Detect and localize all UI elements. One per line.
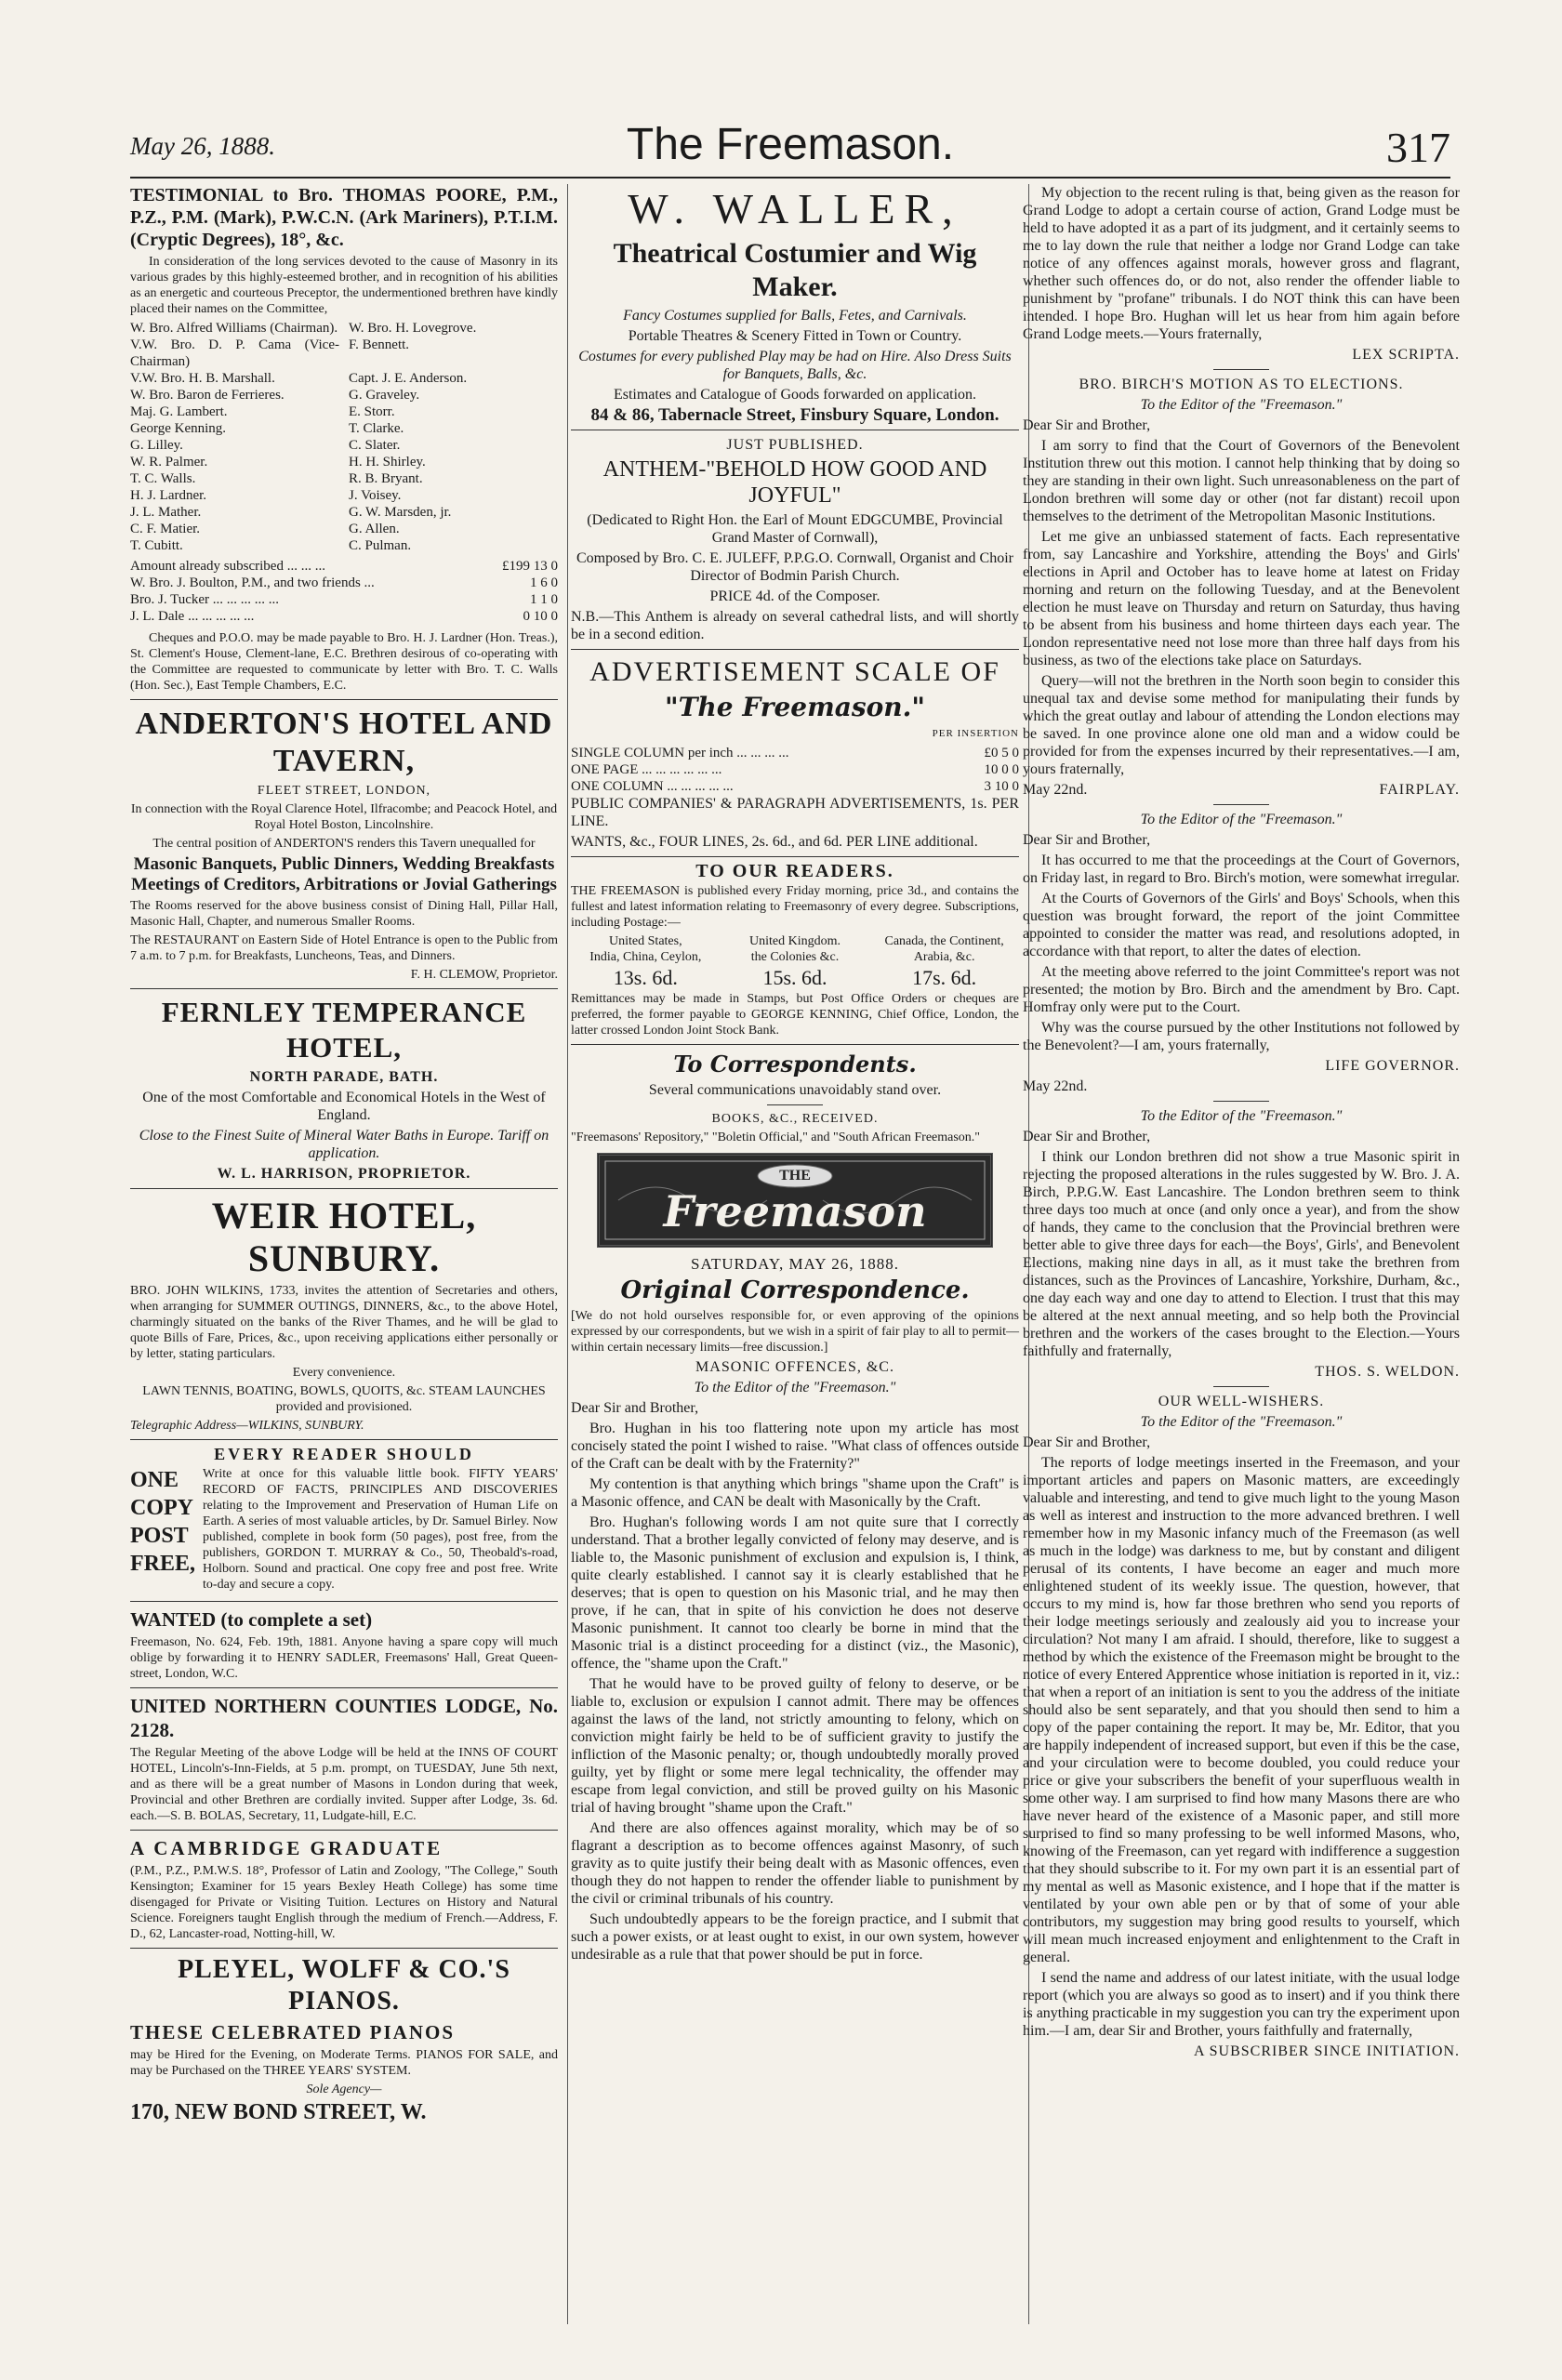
weir-title: WEIR HOTEL, SUNBURY. — [211, 1195, 477, 1279]
waller-theatres: Portable Theatres & Scenery Fitted in Town or Country. — [628, 328, 962, 344]
subscription-row — [130, 608, 558, 625]
masthead — [130, 119, 1450, 171]
anthem-price: PRICE 4d. of the Composer. — [709, 588, 880, 604]
divider — [130, 1948, 558, 1949]
subscription-amount: £199 13 0 — [502, 559, 558, 574]
wishers-editor: To the Editor of the "Freemason." — [1140, 1414, 1343, 1430]
readers-price: 15s. 6d. — [762, 966, 827, 989]
divider — [130, 1830, 558, 1831]
subscription-label: Bro. J. Tucker ... ... ... ... ... — [130, 592, 280, 607]
divider — [1213, 804, 1269, 805]
weir-convenience: Every convenience. — [292, 1366, 396, 1380]
offences-dear: Dear Sir and Brother, — [571, 1400, 699, 1416]
divider — [130, 1687, 558, 1688]
pleyel-title: PLEYEL, WOLFF & CO.'S PIANOS. — [178, 1955, 510, 2016]
adv-row-price: £0 5 0 — [984, 746, 1019, 760]
subscription-list — [130, 558, 558, 625]
committee-member: George Kenning. — [130, 421, 227, 436]
every-reader-body: Write at once for this valuable little book. FIFTY YEARS' RECORD OF FACTS, PRINCIPLES AND DISCOVERIES relating to the Improvement and Preservation of Human Life on Earth. A series of most valuable articles, by Dr. Samuel Birley. Now published, complete in book form (50 pages), post free, from the publishers, GORDON T. MURRAY & Co., 50, Theobald's-road, Holborn. Sound and practical. One copy free and post free. Write to-day and secure a copy. — [203, 1467, 558, 1592]
committee-member: C. Slater. — [349, 438, 401, 453]
weir-telegraphic: Telegraphic Address—WILKINS, SUNBURY. — [130, 1419, 364, 1433]
paragraph: It has occurred to me that the proceedings at the Court of Governors, on Friday last, in regard to Bro. Birch's motion, were somewhat irregular. — [1023, 853, 1460, 886]
readers-region: Canada, the Continent, — [884, 934, 1004, 948]
signature-subscriber: A SUBSCRIBER SINCE INITIATION. — [1193, 2043, 1460, 2059]
paragraph: The reports of lodge meetings inserted in the Freemason, and your important articles and papers on Masonic matters, are exceedingly valuable and interesting, and tend to give much light to the young Mason as well as interest and instruction to the more advanced brethren. I well remember how in my Masonic infancy much of the Freemason (as well as much in the lodge) was darkness to me, but by constant and diligent perusal of its contents, I have become an eager and much more enlightened student of its weekly issue. The question, however, that occurs to my mind is, how far those brethren who send you reports of their lodge meetings seriously and zealously aid you to increase your circulation? Not many I am afraid. I should, therefore, like to suggest a method by which the existence of the Freemason might be brought to the notice of every Entered Apprentice whose initiation is reported in it, viz.: that when a report of an initiation is sent to you the address of the initiate should also be sent separately, and that you should then send to him a copy of the paper containing the report. It may be, Mr. Editor, that you are happily independent of increased support, but even if this be the case, and your circulation were to become doubled, you could reduce your price or give your subscribers the benefit of your superfluous wealth in some other way. I am surprised to find how many Masons there are who have never heard of the existence of a Masonic paper, and still more surprised to find so many professing to be well informed Masons, who, knowing of the Freemason, can yet regard with indifference a suggestion that they should subscribe to it. For my own part it is an essential part of my mental as well as Masonic existence, and I hope that if the matter is ventilated by your own able pen or by that of some of your able contributors, my suggestion may bring good results to yourself, which will mean much increased enjoyment and enlightenment to the Craft in general. — [1023, 1455, 1460, 1965]
birch-title: BRO. BIRCH'S MOTION AS TO ELECTIONS. — [1079, 377, 1404, 392]
adv-scale-subtitle: "The Freemason." — [664, 692, 925, 722]
column-middle — [562, 184, 1029, 2324]
logo-the: THE — [779, 1168, 811, 1183]
committee-member: W. Bro. H. Lovegrove. — [349, 321, 477, 336]
weir-body: BRO. JOHN WILKINS, 1733, invites the attention of Secretaries and others, when arranging for SUMMER OUTINGS, DINNERS, &c., to the above Hotel, charmingly situated on the banks of the River Thames, and he will be glad to quote Bills of Fare, Prices, &c., upon receiving applications either personally or by letter, stating particulars. — [130, 1284, 558, 1361]
gov-body — [1023, 852, 1460, 1054]
committee-member: F. Bennett. — [349, 337, 410, 352]
committee-member: W. Bro. Alfred Williams (Chairman). — [130, 321, 338, 336]
committee-member: T. C. Walls. — [130, 471, 196, 486]
readers-price: 17s. 6d. — [912, 966, 977, 989]
committee-member: E. Storr. — [349, 404, 395, 419]
gov-editor: To the Editor of the "Freemason." — [1140, 812, 1343, 827]
pleyel-body: may be Hired for the Evening, on Moderate Terms. PIANOS FOR SALE, and may be Purchased on the THREE YEARS' SYSTEM. — [130, 2048, 558, 2078]
signature-weldon: THOS. S. WELDON. — [1315, 1364, 1460, 1380]
weldon-editor: To the Editor of the "Freemason." — [1140, 1108, 1343, 1124]
birch-editor: To the Editor of the "Freemason." — [1140, 397, 1343, 413]
signature-fairplay: FAIRPLAY. — [1379, 782, 1460, 798]
committee-member: H. H. Shirley. — [349, 455, 426, 469]
adv-row-label: ONE COLUMN ... ... ... ... ... — [571, 779, 734, 794]
committee-member: Maj. G. Lambert. — [130, 404, 228, 419]
masthead-rule — [130, 177, 1450, 178]
paragraph: I think our London brethren did not show a true Masonic spirit in rejecting the proposed alterations in the rules suggested by W. Bro. J. A. Birch, P.P.G.W. East Lancashire. The London brethren seem to think three days too much at once (and only once a year), and from the show of hands, they came to the conclusion that the Provincial brethren were better able to give three days for each—the Boys', Girls', and Benevolent Elections, making nine days in all, as it must take the brethren from distances, such as the Provinces of Lancashire, Yorkshire, Durham, &c., one day each way and one day to attend to Election. I trust that this may be altered at the next annual meeting, and so help both the Provincial brethren and the workers of the cases brought to the Election.—Yours faithfully and fraternally, — [1023, 1149, 1460, 1359]
committee-member: G. W. Marsden, jr. — [349, 505, 452, 520]
committee-member: J. Voisey. — [349, 488, 402, 503]
fernley-close: Close to the Finest Suite of Mineral Water Baths in Europe. Tariff on application. — [139, 1128, 549, 1161]
gov-dear: Dear Sir and Brother, — [1023, 832, 1151, 848]
paragraph: I am sorry to find that the Court of Governors of the Benevolent Institution threw out this motion. I cannot help thinking that by doing so they are standing in their own light. Such unreasonableness on the part of London brethren will some day or other (not far distant) recoil upon themselves to the detriment of the Metropolitan Masonic Institutions. — [1023, 438, 1460, 524]
divider — [1213, 369, 1269, 370]
fernley-title: FERNLEY TEMPERANCE HOTEL, — [161, 996, 527, 1064]
divider — [571, 856, 1019, 857]
signature-life-governor: LIFE GOVERNOR. — [1325, 1058, 1460, 1074]
wanted-body: Freemason, No. 624, Feb. 19th, 1881. Anyone having a spare copy will much oblige by forwarding it to HENRY SADLER, Freemasons' Hall, Great Queen-street, London, W.C. — [130, 1635, 558, 1681]
subscription-amount: 1 6 0 — [530, 575, 558, 590]
every-reader-title: EVERY READER SHOULD — [214, 1445, 474, 1463]
original-correspondence-note: [We do not hold ourselves responsible for, or even approving of the opinions expressed by our correspondents, but we wish in a spirit of fair play to all to permit—within certain necessary limits—free discussion.] — [571, 1309, 1019, 1355]
adv-per-insertion: PER INSERTION — [932, 728, 1019, 739]
birch-dear: Dear Sir and Brother, — [1023, 417, 1151, 433]
anderton-title: ANDERTON'S HOTEL AND TAVERN, — [135, 707, 553, 778]
anthem-dedication: (Dedicated to Right Hon. the Earl of Mount EDGCUMBE, Provincial Grand Master of Cornwall), — [587, 512, 1003, 546]
divider — [571, 1044, 1019, 1045]
subscription-row — [130, 591, 558, 608]
committee-member: J. L. Mather. — [130, 505, 202, 520]
readers-prices — [571, 965, 1019, 991]
readers-regions — [571, 933, 1019, 965]
readers-region: United States, — [609, 934, 682, 948]
paragraph: My contention is that anything which brings "shame upon the Craft" is a Masonic offence, and CAN be dealt with Masonically by the Craft. — [571, 1476, 1019, 1510]
readers-region: Arabia, &c. — [913, 950, 975, 964]
birch-footer — [1023, 781, 1460, 799]
freemason-logo — [597, 1153, 993, 1248]
adv-row — [571, 761, 1019, 778]
saturday-date: SATURDAY, MAY 26, 1888. — [691, 1255, 899, 1273]
divider — [130, 1439, 558, 1440]
divider — [571, 649, 1019, 650]
every-reader-words — [130, 1466, 195, 1595]
paragraph: Query—will not the brethren in the North soon begin to consider this unequal tax and devise some method for manipulating their funds by which the great outlay and labour of attending the London elections may be saved. In one province alone one old man and a widow could be provided for from the expenses incurred by their representatives.—I am, yours fraternally, — [1023, 673, 1460, 777]
every-reader-block — [130, 1466, 558, 1595]
committee-list — [130, 320, 558, 554]
readers-region: United Kingdom. — [748, 934, 841, 948]
reader-word: FREE, — [130, 1552, 196, 1576]
weldon-dear: Dear Sir and Brother, — [1023, 1129, 1151, 1144]
committee-member: W. R. Palmer. — [130, 455, 208, 469]
subscription-label: Amount already subscribed ... ... ... — [130, 559, 325, 574]
books-title: BOOKS, &C., RECEIVED. — [711, 1112, 879, 1126]
correspondents-body: Several communications unavoidably stand over. — [648, 1082, 942, 1098]
letter-top — [1023, 184, 1460, 343]
united-title: UNITED NORTHERN COUNTIES LODGE, No. 2128. — [130, 1695, 558, 1741]
subscription-row — [130, 575, 558, 591]
anderton-restaurant: The RESTAURANT on Eastern Side of Hotel Entrance is open to the Public from 7 a.m. to 7 p.m. for Breakfasts, Luncheons, Teas, and Dinners. — [130, 933, 558, 963]
committee-member: T. Cubitt. — [130, 538, 183, 553]
waller-estimates: Estimates and Catalogue of Goods forwarded on application. — [613, 387, 977, 403]
paragraph: At the meeting above referred to the joint Committee's report was not presented; the motion by Bro. Birch and the amendment by Bro. Capt. Homfray only were put to the Court. — [1023, 964, 1460, 1015]
pleyel-agency: Sole Agency— — [306, 2082, 382, 2096]
readers-region: the Colonies &c. — [750, 950, 840, 964]
divider — [1213, 1101, 1269, 1102]
anthem-nb: N.B.—This Anthem is already on several cathedral lists, and will shortly be in a second edition. — [571, 609, 1019, 642]
offences-editor: To the Editor of the "Freemason." — [694, 1380, 896, 1395]
wishers-title: OUR WELL-WISHERS. — [1158, 1394, 1325, 1409]
original-correspondence-title: Original Correspondence. — [620, 1276, 970, 1304]
reader-word: POST — [130, 1524, 189, 1548]
weldon-body — [1023, 1148, 1460, 1360]
divider — [130, 1188, 558, 1189]
waller-title: W. WALLER, — [628, 185, 962, 232]
paragraph: That he would have to be proved guilty of felony to deserve, or be liable to, exclusion or expulsion I cannot admit. There may be offences against the laws of the land, not strictly amounting to felony, which on conviction might fairly be held to be of sufficient gravity to justify the infliction of the Masonic penalty; or, though undoubtedly morally proved guilty, yet by flight or some mere legal technicality, the offender may escape from legal conviction, and still be proved guilty on his Masonic trial of having brought "shame upon the Craft." — [571, 1676, 1019, 1816]
weir-lawn: LAWN TENNIS, BOATING, BOWLS, QUOITS, &c. STEAM LAUNCHES provided and provisioned. — [142, 1384, 546, 1414]
paragraph: Bro. Hughan in his too flattering note upon my article has most concisely stated the point I wished to raise. "What class of offences outside of the Craft can be dealt with by the Fraternity?" — [571, 1421, 1019, 1472]
committee-member: G. Graveley. — [349, 388, 420, 403]
fernley-address: NORTH PARADE, BATH. — [249, 1069, 439, 1085]
subscription-label: W. Bro. J. Boulton, P.M., and two friends ... — [130, 575, 375, 590]
committee-member: C. Pulman. — [349, 538, 412, 553]
column-left — [130, 184, 568, 2324]
pleyel-heading: THESE CELEBRATED PIANOS — [130, 2021, 456, 2043]
waller-address: 84 & 86, Tabernacle Street, Finsbury Square, London. — [590, 405, 999, 425]
readers-title: TO OUR READERS. — [695, 861, 894, 881]
subscription-amount: 0 10 0 — [523, 609, 558, 624]
adv-public: PUBLIC COMPANIES' & PARAGRAPH ADVERTISEMENTS, 1s. PER LINE. — [571, 796, 1019, 829]
divider — [130, 988, 558, 989]
anderton-connection: In connection with the Royal Clarence Hotel, Ilfracombe; and Peacock Hotel, and Royal Hotel Boston, Lincolnshire. — [130, 802, 558, 832]
united-body: The Regular Meeting of the above Lodge will be held at the INNS OF COURT HOTEL, Lincoln's-Inn-Fields, at 5 p.m. prompt, on TUESDAY, June 5th next, and as there will be a great number of Masons in London during that week, Provincial and other Brethren are cordially invited. Supper after Lodge, 3s. 6d. each.—S. B. BOLAS, Secretary, 11, Ludgate-hill, E.C. — [130, 1746, 558, 1823]
readers-body: THE FREEMASON is published every Friday morning, price 3d., and contains the fullest and latest information relating to Freemasonry of every degree. Subscriptions, including Postage:— — [571, 884, 1019, 930]
birch-date: May 22nd. — [1023, 782, 1088, 798]
paragraph: Bro. Hughan's following words I am not quite sure that I correctly understand. That a brother legally convicted of felony may deserve, and is liable to, the Masonic punishment of exclusion and expulsion is, I think, quite clearly established. I cannot say it is clearly established that he deserves; that is open to question on his Masonic trial, and he may then prove, if he can, that in spite of his conviction he does not deserve Masonic punishment. It cannot too clearly be borne in mind that the Masonic trial is a distinct proceeding for a distinct (viz., the Masonic), offence, the "shame upon the Craft." — [571, 1514, 1019, 1672]
subscription-amount: 1 1 0 — [530, 592, 558, 607]
anthem-just-published: JUST PUBLISHED. — [726, 437, 864, 453]
committee-member: V.W. Bro. D. P. Cama (Vice-Chairman) — [130, 337, 339, 369]
cheques-notice: Cheques and P.O.O. may be made payable to Bro. H. J. Lardner (Hon. Treas.), St. Clement's House, Clement-lane, E.C. Brethren desirous of co-operating with the Committee are requested to communicate by letter with Bro. T. C. Walls (Hon. Sec.), East Temple Chambers, E.C. — [130, 631, 558, 693]
paragraph: Why was the course pursued by the other Institutions not followed by the Benevolent?—I am, yours fraternally, — [1023, 1020, 1460, 1053]
issue-date: May 26, 1888. — [130, 132, 275, 160]
fernley-desc: One of the most Comfortable and Economical Hotels in the West of England. — [142, 1090, 546, 1123]
committee-member: G. Lilley. — [130, 438, 183, 453]
publication-title: The Freemason. — [626, 120, 955, 169]
adv-row-label: ONE PAGE ... ... ... ... ... ... — [571, 762, 722, 777]
page-number: 317 — [1386, 124, 1450, 171]
committee-member: T. Clarke. — [349, 421, 404, 436]
books-body: "Freemasons' Repository," "Boletin Official," and "South African Freemason." — [571, 1130, 981, 1144]
gov-date: May 22nd. — [1023, 1078, 1088, 1094]
reader-word: COPY — [130, 1496, 193, 1520]
correspondents-title: To Correspondents. — [673, 1051, 917, 1078]
readers-region: India, China, Ceylon, — [589, 950, 702, 964]
divider — [767, 1104, 823, 1105]
anderton-address: FLEET STREET, LONDON, — [257, 784, 431, 798]
divider — [1213, 1386, 1269, 1387]
adv-scale-title: ADVERTISEMENT SCALE OF — [589, 656, 1000, 687]
committee-member: W. Bro. Baron de Ferrieres. — [130, 388, 285, 403]
testimonial-title: TESTIMONIAL to Bro. THOMAS POORE, P.M., P.Z., P.M. (Mark), P.W.C.N. (Ark Mariners), P.T.I.M. (Cryptic Degrees), 18°, &c. — [130, 185, 558, 250]
paragraph: And there are also offences against morality, which may be of so flagrant a description as to become offences against Masonry, of such gravity as to quite justify their being dealt with as Masonic offences, even though they do not happen to render the offender liable to punishment by the civil or criminal tribunals of his country. — [571, 1820, 1019, 1907]
anthem-composed: Composed by Bro. C. E. JULEFF, P.P.G.O. Cornwall, Organist and Choir Director of Bodmin Parish Church. — [576, 550, 1013, 584]
wishers-body — [1023, 1454, 1460, 2040]
adv-wants: WANTS, &c., FOUR LINES, 2s. 6d., and 6d. PER LINE additional. — [571, 834, 978, 850]
adv-row-label: SINGLE COLUMN per inch ... ... ... ... — [571, 746, 789, 760]
adv-row — [571, 745, 1019, 761]
subscription-label: J. L. Dale ... ... ... ... ... — [130, 609, 255, 624]
committee-member: G. Allen. — [349, 522, 400, 536]
cambridge-title: A CAMBRIDGE GRADUATE — [130, 1837, 443, 1859]
pleyel-address: 170, NEW BOND STREET, W. — [130, 2100, 427, 2124]
committee-member: V.W. Bro. H. B. Marshall. — [130, 371, 275, 386]
paragraph: Let me give an unbiassed statement of facts. Each representative from, say Lancashire and Yorkshire, attending the Boys' and Girls' elections in April and October has to leave home at latest on Friday morning and return on the following Tuesday, and at the Benevolent election he must leave on Thursday and return on Saturday, thus having to be absent from his business and home thirteen days each year. The London representative need not lose more than three half days from his business, as two of the elections take place on Saturdays. — [1023, 529, 1460, 668]
wanted-title: WANTED (to complete a set) — [130, 1608, 373, 1631]
readers-price: 13s. 6d. — [613, 966, 678, 989]
birch-body — [1023, 437, 1460, 778]
column-right — [1010, 184, 1460, 2324]
committee-member: Capt. J. E. Anderson. — [349, 371, 468, 386]
subscription-row — [130, 558, 558, 575]
signature-lex-scripta: LEX SCRIPTA. — [1352, 347, 1460, 363]
anderton-rooms: The Rooms reserved for the above business consist of Dining Hall, Pillar Hall, Masonic Hall, Chapter, and numerous Smaller Rooms. — [130, 899, 558, 929]
paragraph: At the Courts of Governors of the Girls' and Boys' Schools, when this question was brought forward, the report of the joint Committee appointed to consider the matter was read, and resolutions adopted, in accordance with that report, to alter the dates of election. — [1023, 891, 1460, 959]
waller-subtitle: Theatrical Costumier and Wig Maker. — [613, 238, 977, 302]
testimonial-body: In consideration of the long services devoted to the cause of Masonry in its various grades by this highly-esteemed brother, and in recognition of his abilities as an energetic and courteous Preceptor, the undermentioned brethren have kindly placed their names on the Committee, — [130, 255, 558, 316]
cambridge-body: (P.M., P.Z., P.M.W.S. 18°, Professor of Latin and Zoology, "The College," South Kensington; Examiner for 15 years Bexley Heath College) has some time disengaged for Private or Visiting Tuition. Lectures on History and Natural Science. Foreigners taught English through the medium of French.—Address, F. D., 62, Lancaster-road, Notting-hill, W. — [130, 1864, 558, 1941]
divider — [130, 699, 558, 700]
fernley-proprietor: W. L. HARRISON, PROPRIETOR. — [217, 1166, 471, 1182]
committee-member: R. B. Bryant. — [349, 471, 423, 486]
divider — [130, 1601, 558, 1602]
adv-price-list — [571, 745, 1019, 795]
waller-costumes: Costumes for every published Play may be had on Hire. Also Dress Suits for Banquets, Balls, &c. — [578, 349, 1012, 382]
committee-member: C. F. Matier. — [130, 522, 201, 536]
offences-title: MASONIC OFFENCES, &C. — [695, 1359, 894, 1375]
adv-row — [571, 778, 1019, 795]
wishers-dear: Dear Sir and Brother, — [1023, 1435, 1151, 1450]
anderton-position: The central position of ANDERTON'S renders this Tavern unequalled for — [152, 837, 536, 851]
logo-freemason: Freemason — [663, 1186, 927, 1236]
paragraph: Such undoubtedly appears to be the foreign practice, and I submit that such a power exists, or at least ought to exist, in our own system, however undesirable as a rule that that power should be put in force. — [571, 1911, 1019, 1963]
paragraph: My objection to the recent ruling is that, being given as the reason for Grand Lodge to adopt a certain course of action, Grand Lodge must be held to have adopted it as a part of its judgment, and it certainly seems to me to lay down the rule that neither a lodge nor Grand Lodge can take notice of any offences against morals, however gross and flagrant, whether such offences do, or do not, also render the offender liable to punishment by "profane" tribunals. I do NOT think this can have been intended. I hope Bro. Hughan will let us hear from him again before Grand Lodge meets.—Yours fraternally, — [1023, 185, 1460, 342]
adv-row-price: 10 0 0 — [984, 762, 1019, 777]
offences-body — [571, 1420, 1019, 1964]
committee-member: H. J. Lardner. — [130, 488, 207, 503]
readers-remit: Remittances may be made in Stamps, but Post Office Orders or cheques are preferred, the former payable to GEORGE KENNING, Chief Office, London, the latter crossed London Joint Stock Bank. — [571, 992, 1019, 1038]
anderton-proprietor: F. H. CLEMOW, Proprietor. — [410, 968, 558, 982]
waller-fancy: Fancy Costumes supplied for Balls, Fetes, and Carnivals. — [623, 308, 967, 324]
anderton-feature: Masonic Banquets, Public Dinners, Wedding Breakfasts Meetings of Creditors, Arbitrations or Jovial Gatherings — [131, 854, 557, 894]
paragraph: I send the name and address of our latest initiate, with the usual lodge report (which you are always so good as to insert) and if you think there is anything practicable in my suggestion you can try the experiment upon him.—I am, dear Sir and Brother, yours faithfully and fraternally, — [1023, 1970, 1460, 2039]
anthem-title: ANTHEM-"BEHOLD HOW GOOD AND JOYFUL" — [602, 457, 987, 508]
reader-word: ONE — [130, 1468, 179, 1492]
adv-row-price: 3 10 0 — [984, 779, 1019, 794]
